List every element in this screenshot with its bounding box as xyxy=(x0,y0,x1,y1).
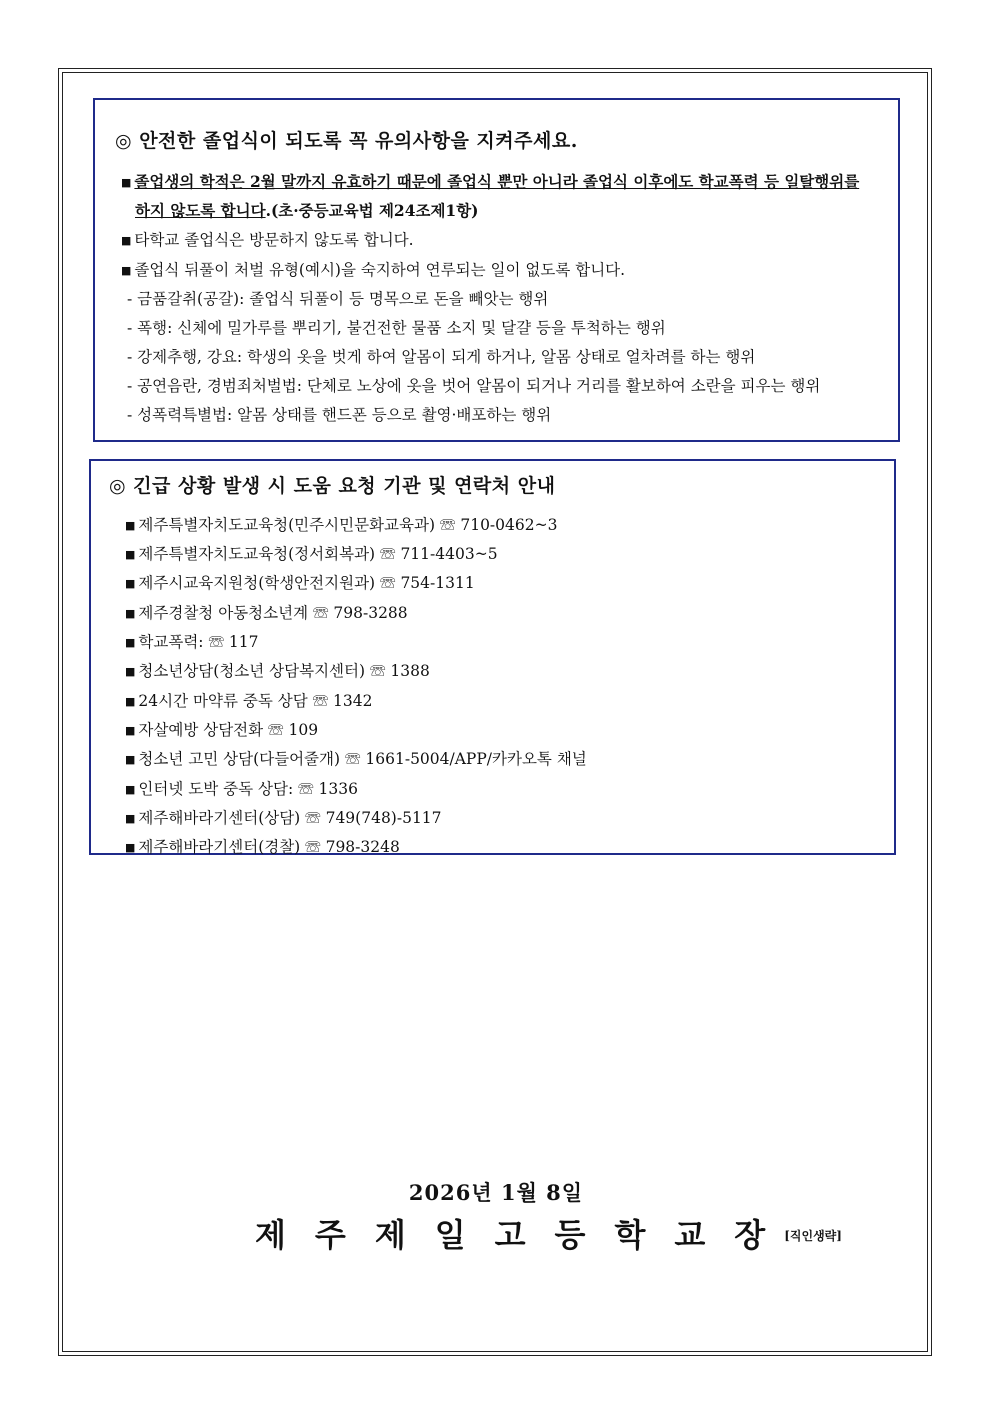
example-item: - 공연음란, 경범죄처벌법: 단체로 노상에 옷을 벗어 알몸이 되거나 거리를 활보하여 소란을 피우는 행위 xyxy=(127,377,821,395)
principal-signature: 제주제일고등학교장 xyxy=(255,1216,795,1254)
bullet-icon: ■ xyxy=(125,548,136,561)
bullet-icon: ■ xyxy=(121,176,132,189)
bullet-icon: ■ xyxy=(125,841,136,854)
bullet-icon: ■ xyxy=(125,636,136,649)
contacts-heading: ◎ 긴급 상황 발생 시 도움 요청 기관 및 연락처 안내 xyxy=(109,475,556,497)
precaution-item-2: ■ 타학교 졸업식은 방문하지 않도록 합니다. xyxy=(121,231,414,249)
contact-item: ■ 청소년상담(청소년 상담복지센터) ☏ 1388 xyxy=(125,662,430,680)
contact-item: ■ 제주시교육지원청(학생안전지원과) ☏ 754-1311 xyxy=(125,574,475,592)
example-item: - 폭행: 신체에 밀가루를 뿌리기, 불건전한 물품 소지 및 달걀 등을 투척하는 행위 xyxy=(127,319,666,337)
example-item: - 금품갈취(공갈): 졸업식 뒤풀이 등 명목으로 돈을 빼앗는 행위 xyxy=(127,290,549,308)
contact-item: ■ 제주특별자치도교육청(민주시민문화교육과) ☏ 710-0462~3 xyxy=(125,516,558,534)
precautions-box xyxy=(93,98,900,442)
bullet-icon: ■ xyxy=(125,695,136,708)
contacts-box xyxy=(89,459,896,855)
bullet-icon: ■ xyxy=(125,607,136,620)
contact-item: ■ 제주특별자치도교육청(정서회복과) ☏ 711-4403~5 xyxy=(125,545,498,563)
precautions-heading: ◎ 안전한 졸업식이 되도록 꼭 유의사항을 지켜주세요. xyxy=(115,130,578,152)
contact-item: ■ 자살예방 상담전화 ☏ 109 xyxy=(125,721,319,739)
contact-item: ■ 제주해바라기센터(경찰) ☏ 798-3248 xyxy=(125,838,400,856)
contact-item: ■ 인터넷 도박 중독 상담: ☏ 1336 xyxy=(125,780,358,798)
precaution-item-1-cont: 하지 않도록 합니다.(초·중등교육법 제24조제1항) xyxy=(135,201,479,220)
bullet-icon: ■ xyxy=(125,519,136,532)
contact-item: ■ 제주경찰청 아동청소년계 ☏ 798-3288 xyxy=(125,604,408,622)
bullet-icon: ■ xyxy=(121,264,132,277)
issue-date: 2026년 1월 8일 xyxy=(408,1180,584,1205)
precaution-item-3: ■ 졸업식 뒤풀이 처벌 유형(예시)을 숙지하여 연루되는 일이 없도록 합니다. xyxy=(121,261,626,279)
contact-item: ■ 제주해바라기센터(상담) ☏ 749(748)-5117 xyxy=(125,809,442,827)
bullet-icon: ■ xyxy=(125,812,136,825)
seal-omitted-note: [직인생략] xyxy=(784,1229,842,1243)
bullet-icon: ■ xyxy=(121,234,132,247)
bullet-icon: ■ xyxy=(125,665,136,678)
bullet-icon: ■ xyxy=(125,577,136,590)
example-item: - 강제추행, 강요: 학생의 옷을 벗게 하여 알몸이 되게 하거나, 알몸 상태로 얼차려를 하는 행위 xyxy=(127,348,756,366)
signature-block xyxy=(255,1210,842,1256)
bullet-icon: ■ xyxy=(125,753,136,766)
example-item: - 성폭력특별법: 알몸 상태를 핸드폰 등으로 촬영·배포하는 행위 xyxy=(127,406,552,424)
precaution-item-1: ■ 졸업생의 학적은 2월 말까지 유효하기 때문에 졸업식 뿐만 아니라 졸업식 이후에도 학교폭력 등 일탈행위를 xyxy=(121,172,860,191)
bullet-icon: ■ xyxy=(125,724,136,737)
contact-item: ■ 청소년 고민 상담(다들어줄개) ☏ 1661-5004/APP/카카오톡 채널 xyxy=(125,750,587,768)
contact-item: ■ 24시간 마약류 중독 상담 ☏ 1342 xyxy=(125,692,373,710)
bullet-icon: ■ xyxy=(125,783,136,796)
contact-item: ■ 학교폭력: ☏ 117 xyxy=(125,633,259,651)
